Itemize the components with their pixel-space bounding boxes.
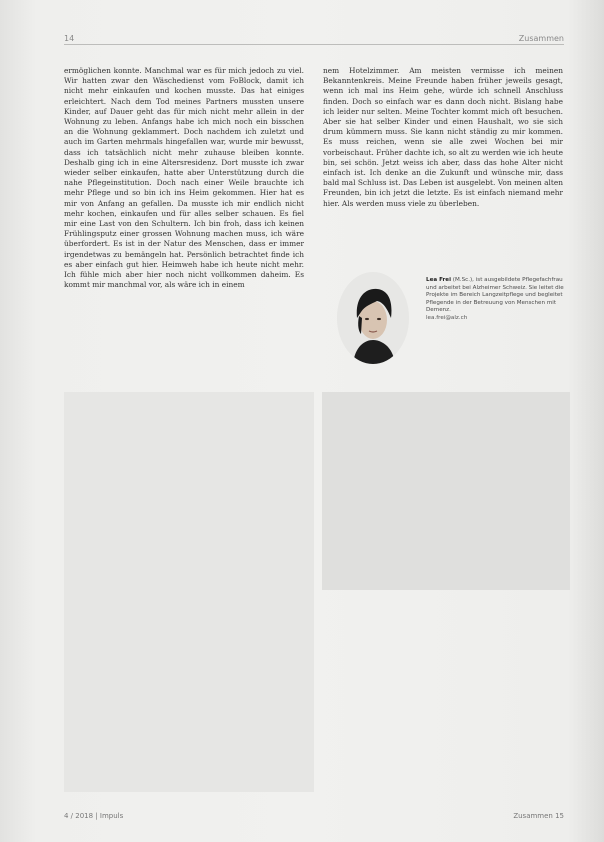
footer-page: Zusammen 15: [513, 812, 564, 820]
article-text-left: ermöglichen konnte. Manchmal war es für mich jedoch zu viel. Wir hatten zwar den Wäschedienst vom FoBlock, damit ich nicht mehr einkaufen und kochen musste. Das hat einiges erleichtert. Nach dem Tod meines Partners mussten unsere Kinder, auf Dauer geht das für mich nicht mehr allein in der Wohnung zu leben. Anfangs habe ich mich noch ein bisschen an die Wohnung geklammert. Doch nachdem ich zuletzt und auch im Garten mehrmals hingefallen war, wurde mir bewusst, dass ich tatsächlich nicht mehr zuhause bleiben konnte. Deshalb ging ich in eine Altersresidenz. Dort musste ich zwar wieder selber einkaufen, hatte aber Unterstützung durch die nahe Pflegeinstitution. Doch nach einer Weile brauchte ich mehr Pflege und so bin ich ins Heim gekommen. Hier hat es mir von Anfang an gefallen. Da musste ich mir endlich nicht mehr kochen, einkaufen und für alles selber schauen. Es fiel mir eine Last von den Schultern. Ich bin froh, dass ich keinen Frühlingsputz einer grossen Wohnung machen muss, ich wäre überfordert. Es ist in der Natur des Menschen, dass er immer irgendetwas zu bemängeln hat. Persönlich betrachtet finde ich es aber einfach gut hier. Heimweh habe ich heute nicht mehr. Ich fühle mich aber hier noch nicht vollkommen daheim. Es kommt mir manchmal vor, als wäre ich in einem: [64, 66, 304, 290]
author-description: (M.Sc.), ist ausgebildete Pflegefachfrau und arbeitet bei Alzheimer Schweiz. Sie leitet die Projekte im Bereich Langzeitpflege und begleitet Pflegende in der Betreuung von Menschen mit Demenz.: [426, 277, 564, 314]
section-title: Zusammen: [518, 34, 564, 43]
page-number: 14: [64, 34, 75, 43]
author-name: Lea Frei: [426, 277, 452, 283]
author-email[interactable]: lea.frei@alz.ch: [426, 314, 468, 321]
portrait-illustration: [337, 272, 409, 364]
article-left-column: [64, 66, 304, 382]
image-placeholder-left: [64, 392, 314, 792]
header-rule: [64, 44, 564, 45]
article-right-column: [323, 66, 563, 262]
article-text-right: nem Hotelzimmer. Am meisten vermisse ich meinen Bekanntenkreis. Meine Freunde haben früher jeweils gesagt, wenn ich mal ins Heim gehe, würde ich schnell Anschluss finden. Doch so einfach war es dann doch nicht. Bislang habe ich leider nur selten. Meine Tochter kommt mich oft besuchen. Aber sie hat selber Kinder und einen Haushalt, wo sie sich drum kümmern muss. Sie kann nicht ständig zu mir kommen. Es muss reichen, wenn sie alle zwei Wochen bei mir vorbeischaut. Früher dachte ich, so alt zu werden wie ich heute bin, sei schön. Jetzt weiss ich aber, dass das hohe Alter nicht einfach ist. Ich denke an die Zukunft und wünsche mir, dass bald mal Schluss ist. Das Leben ist ausgelebt. Von meinen alten Freunden, bin ich jetzt die letzte. Es ist einfach niemand mehr hier. Als werden muss viele zu überleben.: [323, 66, 563, 208]
footer-issue: 4 / 2018 | Impuls: [64, 812, 124, 820]
image-placeholder-right: [322, 392, 570, 590]
author-bio: [426, 277, 566, 323]
author-portrait: [337, 272, 409, 364]
